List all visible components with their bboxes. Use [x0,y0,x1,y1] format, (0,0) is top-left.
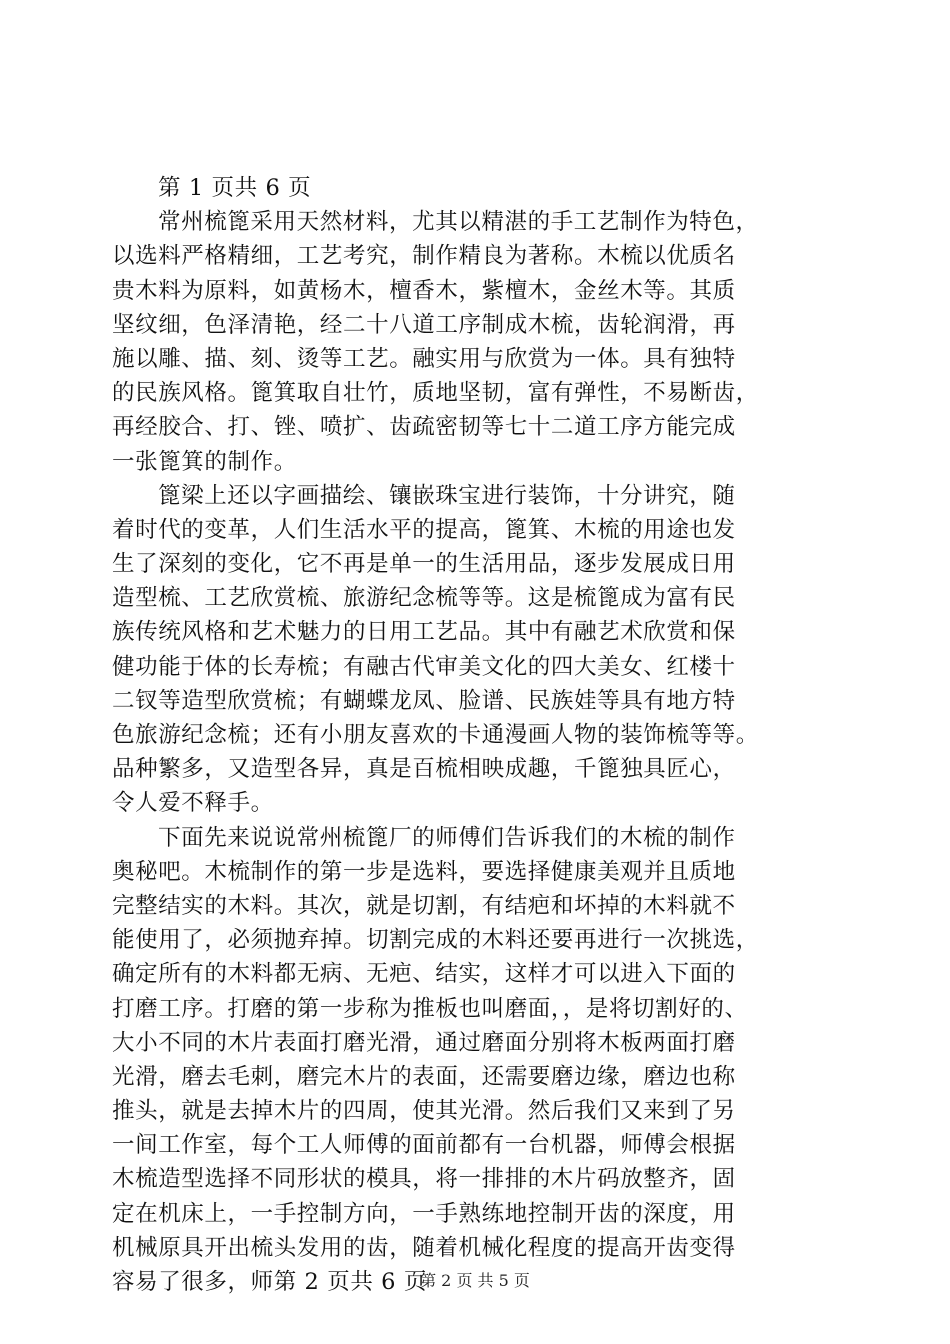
text-line: 确定所有的木料都无病、无疤、结实，这样才可以进入下面的 [112,961,736,988]
text-line: 施以雕、描、刻、烫等工艺。融实用与欣赏为一体。具有独特 [112,345,736,372]
document-body [112,171,847,1299]
text-line: 品种繁多，又造型各异，真是百梳相映成趣，千篦独具匠心， [112,756,736,783]
text-line: 生了深刻的变化，它不再是单一的生活用品，逐步发展成日用 [112,551,736,578]
text-line: 能使用了，必须抛弃掉。切割完成的木料还要再进行一次挑选， [112,927,759,954]
text-line: 色旅游纪念梳；还有小朋友喜欢的卡通漫画人物的装饰梳等等。 [112,722,759,748]
text-line: 光滑，磨去毛刺，磨完木片的表面，还需要磨边缘，磨边也称 [112,1063,736,1090]
text-line: 第 1 页共 6 页 [158,175,312,201]
text-line: 篦梁上还以字画描绘、镶嵌珠宝进行装饰，十分讲究，随 [158,482,736,509]
text-line: 坚纹细，色泽清艳，经二十八道工序制成木梳，齿轮润滑，再 [112,311,736,338]
text-line: 常州梳篦采用天然材料，尤其以精湛的手工艺制作为特色， [158,209,759,236]
text-line: 以选料严格精细，工艺考究，制作精良为著称。木梳以优质名 [112,243,736,270]
text-line: 着时代的变革，人们生活水平的提高，篦箕、木梳的用途也发 [112,516,736,543]
text-line: 奥秘吧。木梳制作的第一步是选料，要选择健康美观并且质地 [112,858,736,885]
text-line: 大小不同的木片表面打磨光滑，通过磨面分别将木板两面打磨 [112,1029,736,1056]
text-line: 贵木料为原料，如黄杨木，檀香木，紫檀木，金丝木等。其质 [112,277,736,304]
text-line: 容易了很多，师第 2 页共 6 页 [112,1269,427,1295]
text-line: 一间工作室，每个工人师傅的面前都有一台机器，师傅会根据 [112,1132,736,1159]
text-line: 令人爱不释手。 [112,790,274,817]
text-line: 定在机床上，一手控制方向，一手熟练地控制开齿的深度，用 [112,1200,736,1227]
text-line: 推头，就是去掉木片的四周，使其光滑。然后我们又来到了另 [112,1098,736,1125]
text-line: 的民族风格。篦箕取自壮竹，质地坚韧，富有弹性，不易断齿， [112,380,759,407]
text-line: 下面先来说说常州梳篦厂的师傅们告诉我们的木梳的制作 [158,824,736,851]
text-line: 打磨工序。打磨的第一步称为推板也叫磨面，，是将切割好的、 [112,995,748,1022]
text-line: 再经胶合、打、锉、喷扩、齿疏密韧等七十二道工序方能完成 [112,414,736,441]
text-line: 一张篦箕的制作。 [112,448,297,475]
text-line: 二钗等造型欣赏梳；有蝴蝶龙凤、脸谱、民族娃等具有地方特 [112,687,736,714]
page-footer: 第 2 页 共 5 页 [420,1271,530,1290]
text-line: 完整结实的木料。其次，就是切割，有结疤和坏掉的木料就不 [112,892,736,919]
text-line: 木梳造型选择不同形状的模具，将一排排的木片码放整齐，固 [112,1166,736,1193]
text-line: 族传统风格和艺术魅力的日用工艺品。其中有融艺术欣赏和保 [112,619,736,646]
text-line: 机械原具开出梳头发用的齿，随着机械化程度的提高开齿变得 [112,1234,736,1261]
text-line: 造型梳、工艺欣赏梳、旅游纪念梳等等。这是梳篦成为富有民 [112,585,736,612]
text-line: 健功能于体的长寿梳；有融古代审美文化的四大美女、红楼十 [112,653,736,680]
